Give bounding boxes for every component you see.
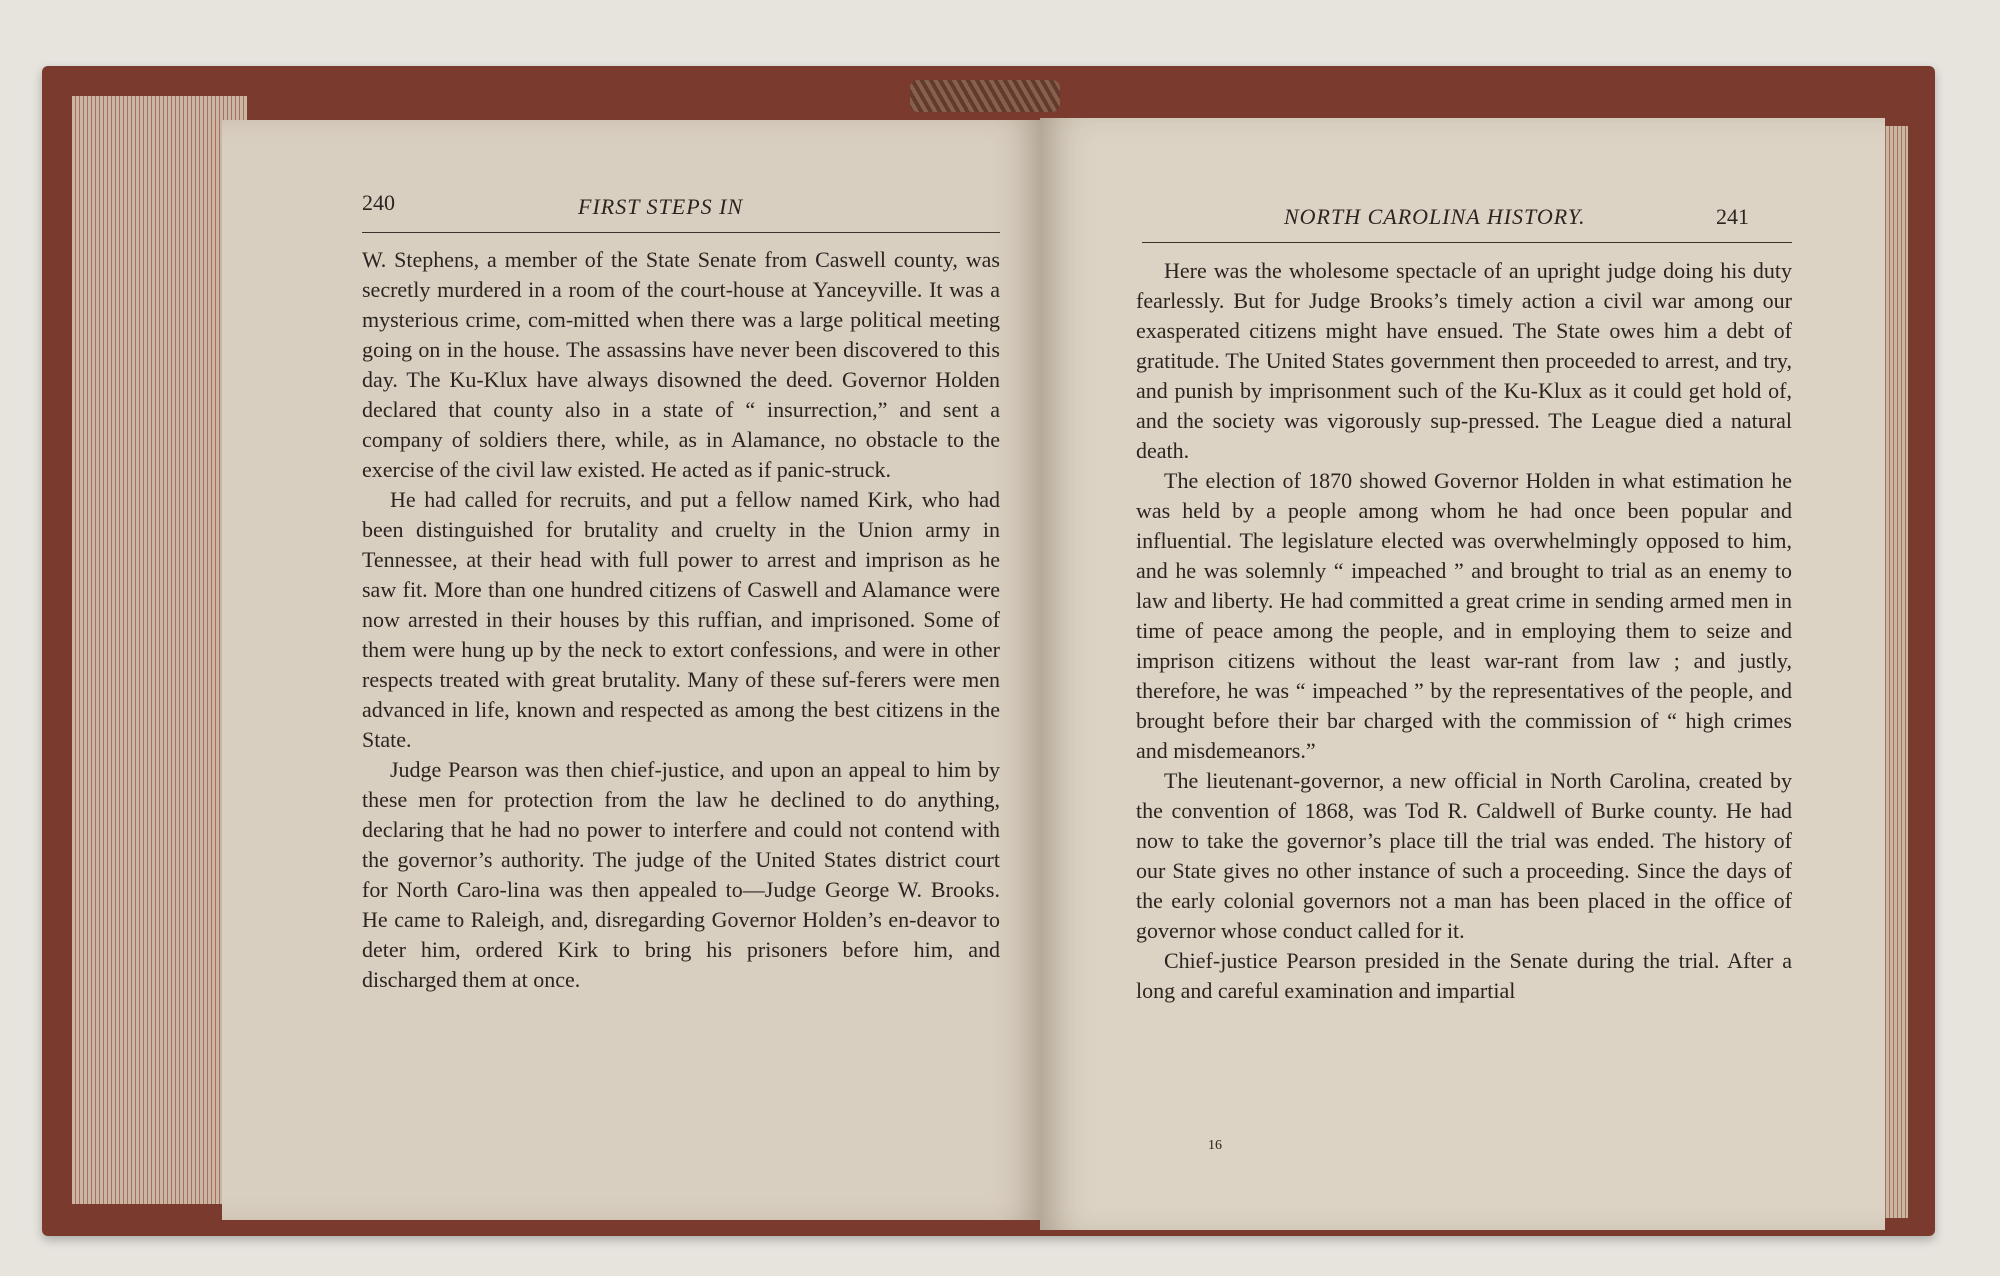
- spine-headband: [910, 80, 1060, 112]
- right-running-head: NORTH CAROLINA HISTORY.: [1284, 204, 1586, 229]
- left-body-text: [362, 245, 1000, 995]
- left-paragraph-1: W. Stephens, a member of the State Senate from Caswell county, was secretly murdered in a room of the court-house at Yanceyville. It was a mysterious crime, com-mitted when there was a large political meeting going on in the house. The assassins have never been discovered to this day. The Ku-Klux have always disowned the deed. Governor Holden declared that county also in a state of “ insurrection,” and sent a company of soldiers there, while, as in Alamance, no obstacle to the exercise of the civil law existed. He acted as if panic-struck.: [362, 247, 1000, 482]
- left-paragraph-2: He had called for recruits, and put a fellow named Kirk, who had been distinguished for brutality and cruelty in the Union army in Tennessee, at their head with full power to arrest and imprison as he saw fit. More than one hundred citizens of Caswell and Alamance were now arrested in their houses by this ruffian, and imprisoned. Some of them were hung up by the neck to extort confessions, and were in other respects treated with great brutality. Many of these suf-ferers were men advanced in life, known and respected as among the best citizens in the State.: [362, 487, 1000, 752]
- right-header-rule: [1142, 242, 1792, 243]
- left-page-edges: [72, 96, 247, 1204]
- right-page-number: 241: [1716, 204, 1749, 229]
- right-body-text: [1136, 256, 1792, 1006]
- right-paragraph-3: The lieutenant-governor, a new official in North Carolina, created by the convention of 1868, was Tod R. Caldwell of Burke county. He had now to take the governor’s place till the trial was ended. The history of our State gives no other instance of such a proceeding. Since the days of the early colonial governors not a man has been placed in the office of governor whose conduct called for it.: [1136, 768, 1792, 943]
- left-running-head: FIRST STEPS IN: [578, 194, 744, 219]
- right-page: [1040, 118, 1885, 1230]
- left-page-number: 240: [362, 190, 395, 215]
- left-header-rule: [362, 232, 1000, 233]
- right-paragraph-2: The election of 1870 showed Governor Holden in what estimation he was held by a people among whom he had once been popular and influential. The legislature elected was overwhelmingly opposed to him, and he was solemnly “ impeached ” and brought to trial as an enemy to law and liberty. He had committed a great crime in sending armed men in time of peace among the people, and in employing them to seize and imprison citizens without the least war-rant from law ; and justly, therefore, he was “ impeached ” by the representatives of the people, and brought before their bar charged with the commission of “ high crimes and misdemeanors.”: [1136, 468, 1792, 763]
- signature-mark: 16: [1208, 1138, 1222, 1153]
- right-paragraph-1: Here was the wholesome spectacle of an upright judge doing his duty fearlessly. But for Judge Brooks’s timely action a civil war among our exasperated citizens might have ensued. The State owes him a debt of gratitude. The United States government then proceeded to arrest, and try, and punish by imprisonment such of the Ku-Klux as it could get hold of, and the society was vigorously sup-pressed. The League died a natural death.: [1136, 258, 1792, 463]
- left-paragraph-3: Judge Pearson was then chief-justice, and upon an appeal to him by these men for protection from the law he declined to do anything, declaring that he had no power to interfere and could not contend with the governor’s authority. The judge of the United States district court for North Caro-lina was then appealed to—Judge George W. Brooks. He came to Raleigh, and, disregarding Governor Holden’s en-deavor to deter him, ordered Kirk to bring his prisoners before him, and discharged them at once.: [362, 757, 1000, 992]
- right-paragraph-4: Chief-justice Pearson presided in the Senate during the trial. After a long and careful examination and impartial: [1136, 948, 1792, 1003]
- left-page: [222, 120, 1044, 1220]
